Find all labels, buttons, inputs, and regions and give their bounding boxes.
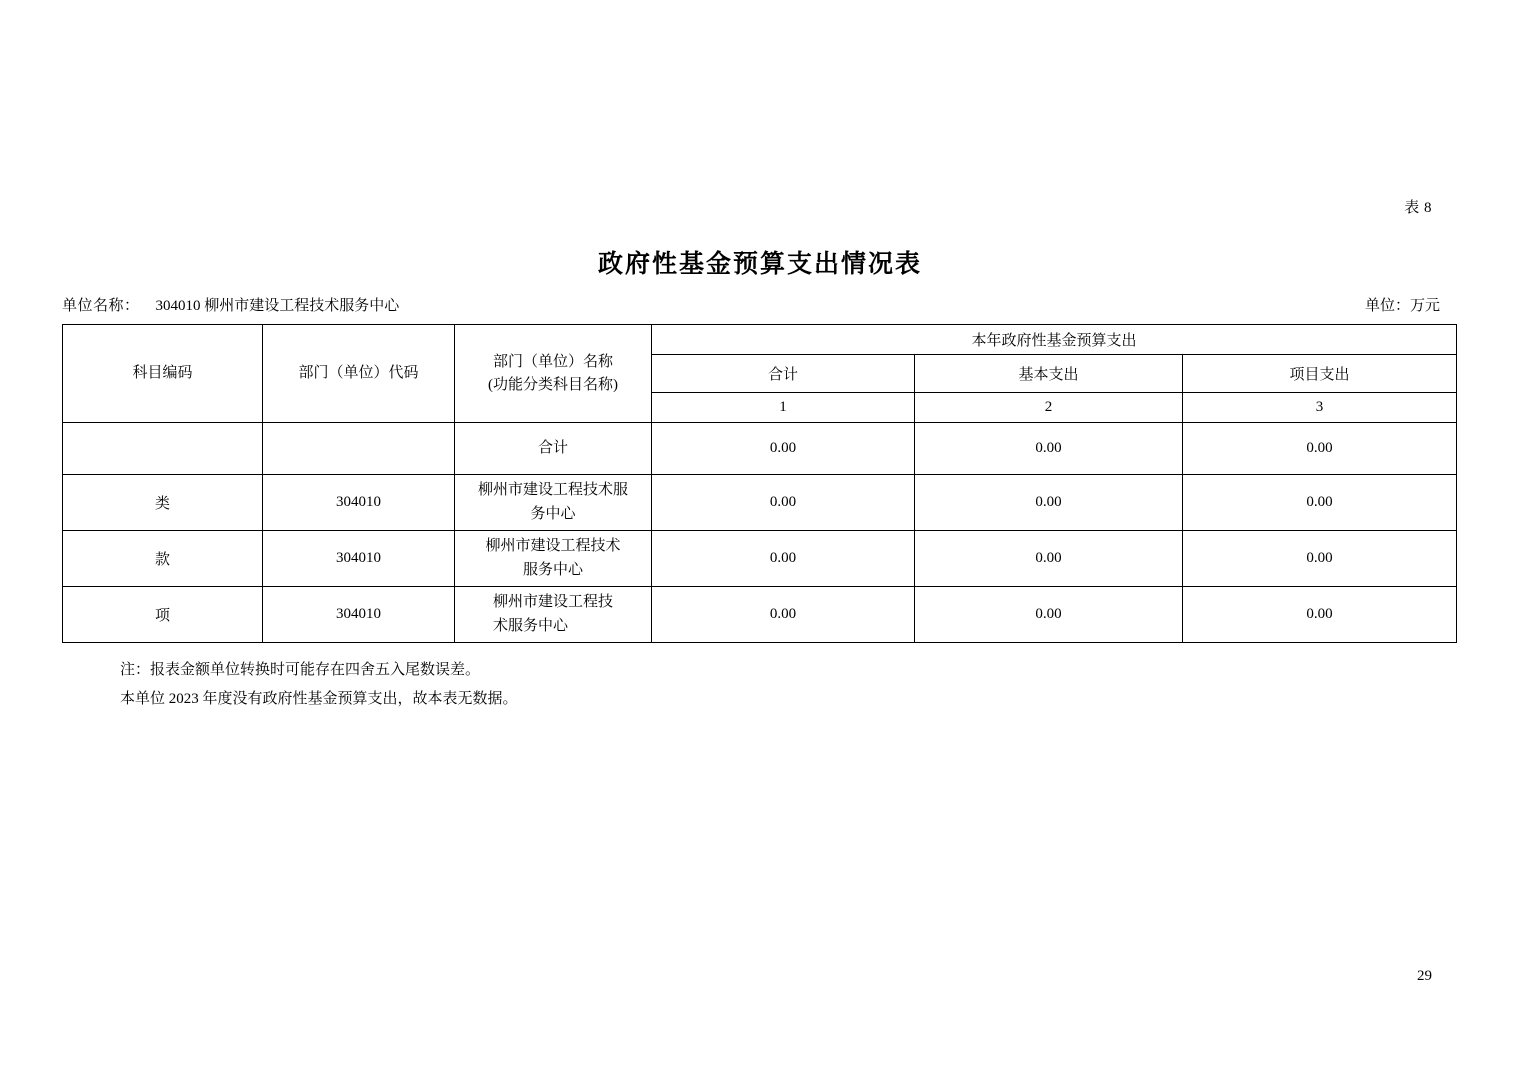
cell-project: 0.00: [1183, 531, 1457, 587]
cell-basic: 0.00: [915, 587, 1183, 643]
cell-dept-name-line: 术服务中心: [493, 617, 569, 634]
table-number-label: 表 8: [1404, 200, 1432, 216]
header-dept-name-line2: (功能分类科目名称): [488, 376, 618, 393]
note-rounding: 注：报表金额单位转换时可能存在四舍五入尾数误差。: [120, 662, 481, 678]
table-row: [63, 587, 1457, 643]
table-row: [63, 475, 1457, 531]
header-col-number-1: 1: [652, 393, 915, 423]
document-meta-row: [62, 294, 1440, 314]
header-group-current-year: 本年政府性基金预算支出: [652, 325, 1457, 355]
header-dept-name: [455, 325, 652, 423]
cell-subject-level: 类: [63, 475, 263, 531]
cell-dept-name: [455, 475, 652, 531]
cell-basic: 0.00: [915, 475, 1183, 531]
amount-unit-label: 单位：万元: [1364, 298, 1440, 314]
cell-dept-code: 304010: [263, 587, 455, 643]
cell-dept-name-line: 柳州市建设工程技: [493, 594, 614, 611]
table-row: [63, 531, 1457, 587]
cell-subject-level: 项: [63, 587, 263, 643]
header-col-number-3: 3: [1183, 393, 1457, 423]
cell-dept-name-line: 合计: [537, 439, 568, 456]
header-total: 合计: [652, 355, 915, 393]
cell-dept-code: 304010: [263, 475, 455, 531]
cell-subject-level: [63, 423, 263, 475]
table-row: [63, 423, 1457, 475]
header-dept-name-line1: 部门（单位）名称: [492, 354, 613, 370]
cell-subject-level: 款: [63, 531, 263, 587]
cell-dept-name: [455, 531, 652, 587]
header-project-expenditure: 项目支出: [1183, 355, 1457, 393]
page-title: 政府性基金预算支出情况表: [597, 251, 922, 278]
cell-project: 0.00: [1183, 475, 1457, 531]
cell-basic: 0.00: [915, 423, 1183, 475]
unit-name-label: 单位名称：: [62, 298, 140, 314]
cell-basic: 0.00: [915, 531, 1183, 587]
page-number: 29: [1417, 968, 1432, 984]
cell-total: 0.00: [652, 475, 915, 531]
unit-name-value: 304010 柳州市建设工程技术服务中心: [155, 298, 400, 314]
cell-dept-name: [455, 423, 652, 475]
budget-expenditure-table: [62, 324, 1457, 643]
cell-project: 0.00: [1183, 587, 1457, 643]
table-notes: [62, 656, 518, 713]
cell-dept-code: 304010: [263, 531, 455, 587]
header-subject-code: 科目编码: [63, 325, 263, 423]
unit-name-block: [62, 294, 399, 315]
table-header-row-group: [63, 325, 1457, 355]
cell-dept-name-line: 柳州市建设工程技术: [485, 538, 621, 555]
cell-total: 0.00: [652, 587, 915, 643]
note-no-data: 本单位 2023 年度没有政府性基金预算支出，故本表无数据。: [120, 690, 518, 707]
cell-dept-code: [263, 423, 455, 475]
header-dept-code: 部门（单位）代码: [263, 325, 455, 423]
cell-dept-name-line: 服务中心: [522, 561, 583, 578]
header-basic-expenditure: 基本支出: [915, 355, 1183, 393]
cell-dept-name: [455, 587, 652, 643]
cell-total: 0.00: [652, 531, 915, 587]
cell-total: 0.00: [652, 423, 915, 475]
cell-project: 0.00: [1183, 423, 1457, 475]
cell-dept-name-line: 务中心: [530, 505, 576, 522]
cell-dept-name-line: 柳州市建设工程技术服: [477, 482, 628, 499]
header-col-number-2: 2: [915, 393, 1183, 423]
